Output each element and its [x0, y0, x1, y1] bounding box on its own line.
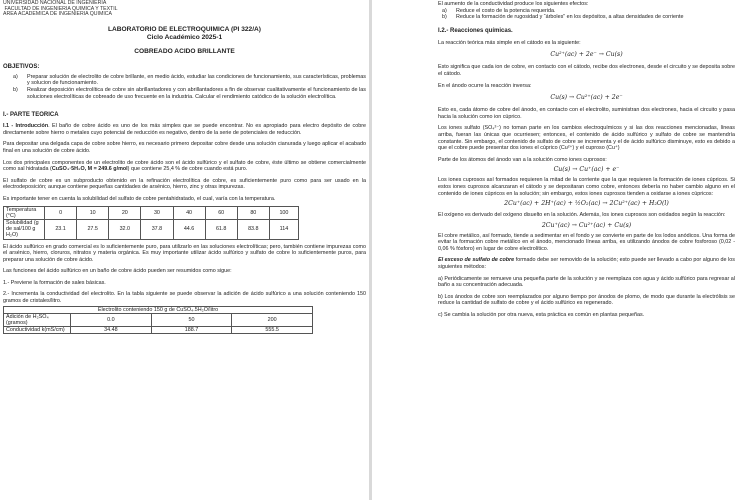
conductivity-caption-row [4, 306, 313, 313]
conductivity-caption: Electrolito conteniendo 150 g de CuSO₄.5H₂O/litro [4, 306, 313, 313]
experiment-title: COBREADO ACIDO BRILLANTE [134, 47, 235, 55]
p3-after: ) que contiene 25,4 % de cobre cuando está puro. [127, 166, 248, 173]
header-line-3: AREA ACADEMICA DE INGENIERIA QUIMICA [3, 11, 112, 18]
anode-intro: En el ánodo ocurre la reacción inversa: [438, 82, 532, 89]
right-page [372, 0, 741, 500]
paragraph-2: Para depositar una delgada capa de cobre sobre hierro, es necesario primero depositar cobre desde una solución cianurada y luego aplicar el acabado final en una solución de cobre ácido. [3, 141, 366, 154]
temperature-cell: 0 [45, 206, 77, 219]
anode-explanation: Esto es, cada átomo de cobre del ánodo, en contacto con el electrolito, suministran dos electrones, hacia el circuito y pasa hacia la solución como ion cúprico. [438, 107, 735, 120]
reaction-intro: La reacción teórica más simple en el cátodo es la siguiente: [438, 39, 581, 46]
university-header [3, 1, 366, 18]
addition-cell: 0.0 [71, 313, 152, 326]
conductivity-value-row [4, 327, 313, 334]
paragraph-6: El ácido sulfúrico en grado comercial es lo suficientemente puro, para utilizarlo en las soluciones electrolíticas; pero, también contiene impurezas como el arsénico, hierro, cloruros, nitratos y materia orgánica. Es muy importante utilizar ácido sulfúrico y sulfato de cobre lo suficientemente puros, para preparar una solución de cobre ácido. [3, 243, 366, 263]
sulfate-paragraph: Los iones sulfato (SO₄²⁻) no toman parte en los cambios electroquímicos y si las dos reacciones mencionadas, líneas arriba, fueran las únicas que ocurriesen; entonces, el contenido de ácido sulfúrico y sulfato de cobre se mantendría constante. Sin embargo, el contenido de sulfato de cobre se incrementa y el de ácido sulfúrico disminuye, esto es debido a que el cobre puede presentar dos iones el cúprico (Cu²⁺) y el cuproso (Cu⁺) [438, 125, 735, 152]
temperature-cell: 20 [109, 206, 141, 219]
temperature-cell: 40 [173, 206, 205, 219]
reactions-title: I.2.- Reacciones químicas. [438, 27, 513, 34]
cuprous-paragraph: Los iones cuprosos así formados requieren la mitad de la corriente que la que requieren la formación de iones cúpricos. Si estos iones cuprosos alcanzaran el cátodo y se depositaran como cobre, entonces debería no haber cambio alguno en el contenido de iones cúpricos en la solución; sin embargo, estos iones cuprosos tienden a oxidarse a iones cúpricos: [438, 177, 735, 197]
header-line-1: UNIVERSIDAD NACIONAL DE INGENIERIA [3, 0, 107, 6]
solubility-table [3, 206, 299, 240]
effects-intro: El aumento de la conductividad produce los siguientes efectos: [438, 1, 589, 7]
disproportionation-equation: 2Cu⁺(ac) → Cu²⁺(ac) + Cu(s) [541, 221, 632, 229]
addition-cell: 200 [232, 313, 313, 326]
oxidation-equation: 2Cu⁺(ac) + 2H⁺(ac) + ½O₂(ac) → 2Cu²⁺(ac) + H₂O(l) [504, 200, 669, 208]
solubility-cell: 83.8 [237, 219, 269, 239]
paragraph-3 [3, 160, 366, 173]
objective-a-key: a) [13, 73, 18, 80]
excess-sulfate-label: El exceso de sulfato de cobre [438, 257, 515, 264]
function-2: 2.- Incrementa la conductividad del electrolito. En la tabla siguiente se puede observar la adición de ácido sulfúrico a una solución conteniendo 150 gramos de cristales/litro. [3, 291, 366, 305]
addition-label: Adición de H₂SO₄ (gramos) [4, 313, 71, 326]
solubility-value-row [4, 219, 299, 239]
effect-a [442, 8, 735, 15]
solubility-cell: 44.6 [173, 219, 205, 239]
temperature-cell: 60 [205, 206, 237, 219]
section-title: I.- PARTE TEORICA [3, 112, 59, 119]
effect-b-key: b) [442, 14, 447, 21]
conductivity-cell: 34.48 [71, 327, 152, 334]
objective-b-text: Realizar deposición electrolítica de cobre sin abrillantadores y con abrillantadores a fin de observar cualitativamente el funcionamiento de las soluciones electrolíticas de cobreado de uso frecuente en la industria. Calcular el rendimiento catódico de la solución electrolítica. [27, 86, 366, 100]
objectives-heading: OBJETIVOS: [3, 63, 40, 70]
intro-paragraph [3, 123, 366, 136]
objective-b-key: b) [13, 86, 18, 93]
addition-cell: 50 [151, 313, 232, 326]
conductivity-label: Conductividad k(mS/cm) [4, 327, 71, 334]
solubility-temperature-row [4, 206, 299, 219]
paragraph-7: Las funciones del ácido sulfúrico en un baño de cobre ácido pueden ser resumidos como sigue: [3, 268, 232, 275]
objective-a [13, 74, 366, 87]
effect-b [442, 14, 735, 21]
cathode-explanation: Esto significa que cada ion de cobre, en contacto con el cátodo, recibe dos electrones, desde el circuito y se deposita sobre el cátodo. [438, 64, 735, 77]
metallic-copper-paragraph: El cobre metálico, así formado, tiende a sedimentar en el fondo y se convierte en parte de los lodos anódicos. Una forma de evitar la formación cobre metálico en el ánodo, mencionado líneas arriba, es utilizando ánodos de cobre fosforoso (0,02 - 0,06 % fósforo) en lugar de cobre electrolítico. [438, 232, 735, 252]
conductivity-cell: 555.5 [232, 327, 313, 334]
cycle-title: Ciclo Académico 2025-1 [146, 33, 223, 41]
cathode-equation: Cu²⁺(ac) + 2e⁻ → Cu(s) [550, 51, 623, 59]
p3-before: Los dos principales componentes de un electrolito de cobre ácido son el ácido sulfúrico y el sulfato de cobre, éste último se obtiene comercialmente como sal hidratada ( [3, 159, 366, 173]
effect-a-text: Reduce el costo de la potencia requerida. [456, 7, 556, 14]
solubility-cell: 23.1 [45, 219, 77, 239]
p3-formula: CuSO₄·5H₂O, M = 249.6 g/mol [51, 166, 128, 173]
conductivity-cell: 188.7 [151, 327, 232, 334]
solubility-label: Solubilidad (g de sal/100 g H₂O) [4, 219, 45, 239]
cuprous-intro: Parte de los átomos del ánodo van a la solución como iones cuprosos: [438, 156, 607, 163]
temperature-cell: 10 [77, 206, 109, 219]
intro-label: I.1 - Introducción [3, 123, 49, 130]
method-c: c) Se cambia la solución por otra nueva, esta práctica es común en plantas pequeñas. [438, 312, 645, 319]
temperature-cell: 100 [269, 206, 298, 219]
method-b: b) Los ánodos de cobre son reemplazados por alguno tiempo por ánodos de plomo, de modo que durante la electrólisis se reduce la cantidad de sulfato de cobre y el ácido sulfúrico es regenerado. [438, 293, 735, 307]
cuprous-equation: Cu(s) → Cu⁺(ac) + e⁻ [553, 166, 620, 174]
header-line-2: FACULTAD DE INGENIERIA QUIMICA Y TEXTIL [3, 5, 118, 12]
effect-a-key: a) [442, 7, 447, 14]
paragraph-4: El sulfato de cobre es un subproducto obtenido en la refinación electrolítica de cobre, es suficientemente puro como para ser usado en la electrodeposición; aunque contiene pequeñas cantidades de arsénico, hierro, zinc y otras impurezas. [3, 177, 366, 191]
method-a: a) Periódicamente se remueve una pequeña parte de la solución y se reemplaza con agua y ácido sulfúrico para regresar al baño a su concentración adecuada. [438, 275, 735, 289]
temperature-cell: 80 [237, 206, 269, 219]
left-page [0, 0, 369, 500]
solubility-cell: 32.0 [109, 219, 141, 239]
solubility-cell: 37.8 [141, 219, 173, 239]
temperature-label: Temperatura (°C) [4, 206, 45, 219]
intro-text: . El baño de cobre ácido es uno de los más simples que se puede encontrar. No es apropiado para electro depósito de cobre directamente sobre hierro o metales cuyo potencial de reducción es negativo, dentro de la serie de potenciales de reducción. [3, 123, 366, 136]
conductivity-table [3, 306, 313, 335]
solubility-cell: 114 [269, 219, 298, 239]
oxygen-paragraph: El oxígeno es derivado del oxígeno disuelto en la solución. Además, los iones cuprosos son oxidados según la reacción: [438, 212, 726, 219]
function-1: 1.- Previene la formación de sales básicas. [3, 279, 106, 286]
paragraph-5: Es importante tener en cuenta la solubilidad del sulfato de cobre pentahidratado, el cual, varía con la temperatura. [3, 195, 276, 202]
conductivity-addition-row [4, 313, 313, 326]
anode-equation: Cu(s) → Cu²⁺(ac) + 2e⁻ [550, 94, 623, 102]
objective-a-text: Preparar solución de electrolito de cobre brillante, en medio ácido, estudiar las condiciones de funcionamiento, sus características, problemas y solucion de funcionamiento. [27, 73, 366, 87]
solubility-cell: 27.5 [77, 219, 109, 239]
effect-b-text: Reduce la formación de rugosidad y “árboles” en los depósitos, a altas densidades de corriente [456, 14, 684, 21]
solubility-cell: 61.8 [205, 219, 237, 239]
objective-b [13, 87, 366, 100]
lab-title: LABORATORIO DE ELECTROQUIMICA (PI 322/A) [107, 25, 261, 33]
excess-sulfate-paragraph [438, 257, 735, 270]
excess-sulfate-text: formado debe ser removido de la solución; esto puede ser llevado a cabo por alguno de los siguientes métodos: [438, 257, 735, 271]
temperature-cell: 30 [141, 206, 173, 219]
